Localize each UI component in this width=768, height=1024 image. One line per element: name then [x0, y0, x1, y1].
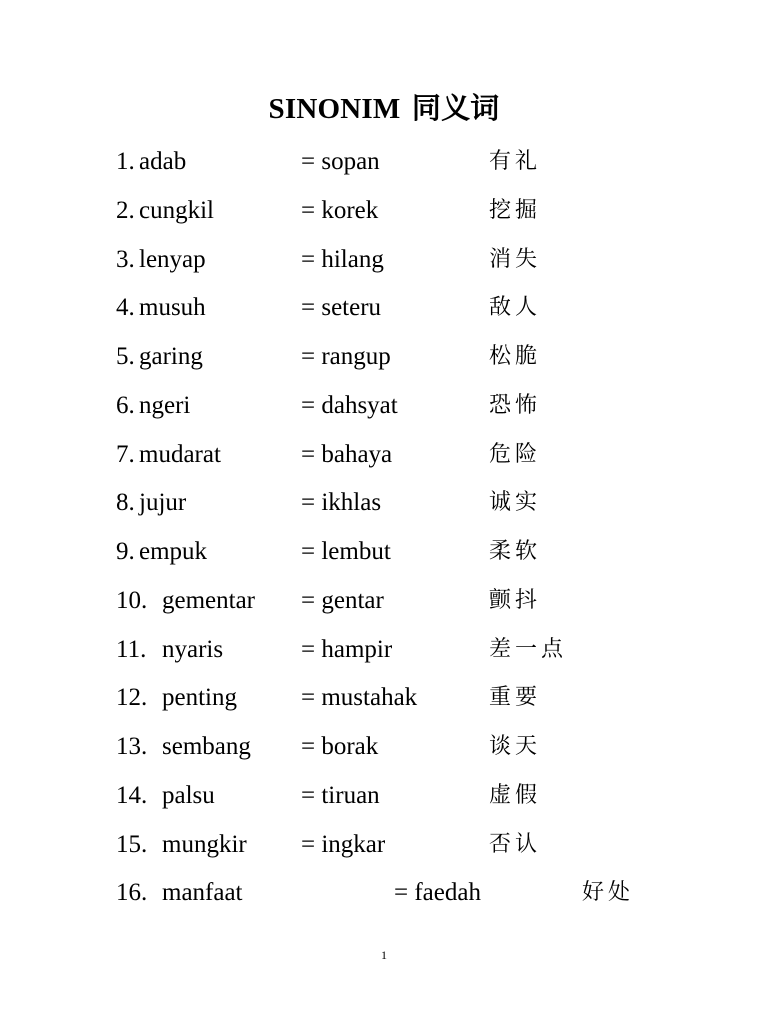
- entry-word: garing: [139, 343, 203, 370]
- entry-word: nyaris: [162, 636, 224, 663]
- entry-number: 9.: [116, 538, 135, 565]
- entry-number: 15.: [116, 831, 148, 858]
- entry-number: 1.: [116, 148, 135, 175]
- page-number: 1: [381, 948, 387, 962]
- entry-word: musuh: [139, 294, 206, 321]
- entry-word: penting: [162, 684, 237, 711]
- entry-number: 3.: [116, 246, 135, 273]
- entry-word: mungkir: [162, 831, 247, 858]
- synonym-row-7: [0, 437, 768, 473]
- synonym-row-3: [0, 242, 768, 278]
- entry-number: 6.: [116, 392, 135, 419]
- entry-synonym: = faedah: [394, 879, 481, 906]
- entry-word: jujur: [139, 489, 187, 516]
- page-title: [0, 88, 768, 129]
- entry-chinese: 否认: [489, 832, 542, 857]
- entry-number: 10.: [116, 587, 148, 614]
- entry-chinese: 颤抖: [489, 588, 542, 613]
- entry-chinese: 好处: [582, 880, 635, 905]
- entry-word: palsu: [162, 782, 215, 809]
- entry-number: 11.: [116, 636, 147, 663]
- entry-chinese: 挖掘: [489, 198, 542, 223]
- entry-chinese: 重要: [489, 685, 542, 710]
- synonym-row-2: [0, 193, 768, 229]
- entry-word: lenyap: [139, 246, 206, 273]
- entry-synonym: = tiruan: [301, 782, 380, 809]
- entry-word: gementar: [162, 587, 256, 614]
- entry-number: 13.: [116, 733, 148, 760]
- entry-number: 12.: [116, 684, 148, 711]
- title-chinese: 同义词: [411, 91, 500, 125]
- entry-synonym: = dahsyat: [301, 392, 398, 419]
- entry-synonym: = hilang: [301, 246, 384, 273]
- synonym-row-4: [0, 290, 768, 326]
- entry-number: 5.: [116, 343, 135, 370]
- entry-chinese: 敌人: [489, 295, 542, 320]
- entry-chinese: 诚实: [489, 490, 542, 515]
- title-latin: SINONIM: [268, 93, 401, 125]
- entry-chinese: 恐怖: [489, 393, 542, 418]
- entry-synonym: = korek: [301, 197, 379, 224]
- entry-chinese: 虚假: [489, 783, 542, 808]
- entry-synonym: = mustahak: [301, 684, 418, 711]
- entry-chinese: 消失: [489, 247, 542, 272]
- entry-synonym: = ingkar: [301, 831, 386, 858]
- synonym-row-14: [0, 778, 768, 814]
- synonym-row-5: [0, 339, 768, 375]
- entry-word: empuk: [139, 538, 208, 565]
- entry-synonym: = hampir: [301, 636, 393, 663]
- entry-number: 2.: [116, 197, 135, 224]
- entry-chinese: 差一点: [489, 637, 568, 662]
- entry-synonym: = lembut: [301, 538, 391, 565]
- synonym-row-16: [0, 875, 768, 911]
- entry-synonym: = ikhlas: [301, 489, 382, 516]
- entry-synonym: = rangup: [301, 343, 391, 370]
- entry-word: cungkil: [139, 197, 214, 224]
- entry-word: sembang: [162, 733, 251, 760]
- entry-synonym: = borak: [301, 733, 379, 760]
- entry-word: manfaat: [162, 879, 243, 906]
- entry-word: ngeri: [139, 392, 191, 419]
- entry-chinese: 有礼: [489, 149, 542, 174]
- synonym-row-9: [0, 534, 768, 570]
- entry-synonym: = seteru: [301, 294, 382, 321]
- entry-number: 8.: [116, 489, 135, 516]
- entry-word: adab: [139, 148, 187, 175]
- entry-number: 14.: [116, 782, 148, 809]
- synonym-row-10: [0, 583, 768, 619]
- entry-synonym: = sopan: [301, 148, 380, 175]
- synonym-row-6: [0, 388, 768, 424]
- entry-synonym: = gentar: [301, 587, 384, 614]
- entry-chinese: 谈天: [489, 734, 542, 759]
- entry-synonym: = bahaya: [301, 441, 393, 468]
- entry-word: mudarat: [139, 441, 221, 468]
- synonym-row-1: [0, 144, 768, 180]
- entry-chinese: 危险: [489, 442, 542, 467]
- entry-number: 16.: [116, 879, 148, 906]
- entry-chinese: 柔软: [489, 539, 542, 564]
- entry-number: 7.: [116, 441, 135, 468]
- entry-chinese: 松脆: [489, 344, 542, 369]
- synonym-row-11: [0, 632, 768, 668]
- synonym-row-15: [0, 827, 768, 863]
- entry-number: 4.: [116, 294, 135, 321]
- synonym-row-12: [0, 680, 768, 716]
- synonym-row-13: [0, 729, 768, 765]
- synonym-row-8: [0, 485, 768, 521]
